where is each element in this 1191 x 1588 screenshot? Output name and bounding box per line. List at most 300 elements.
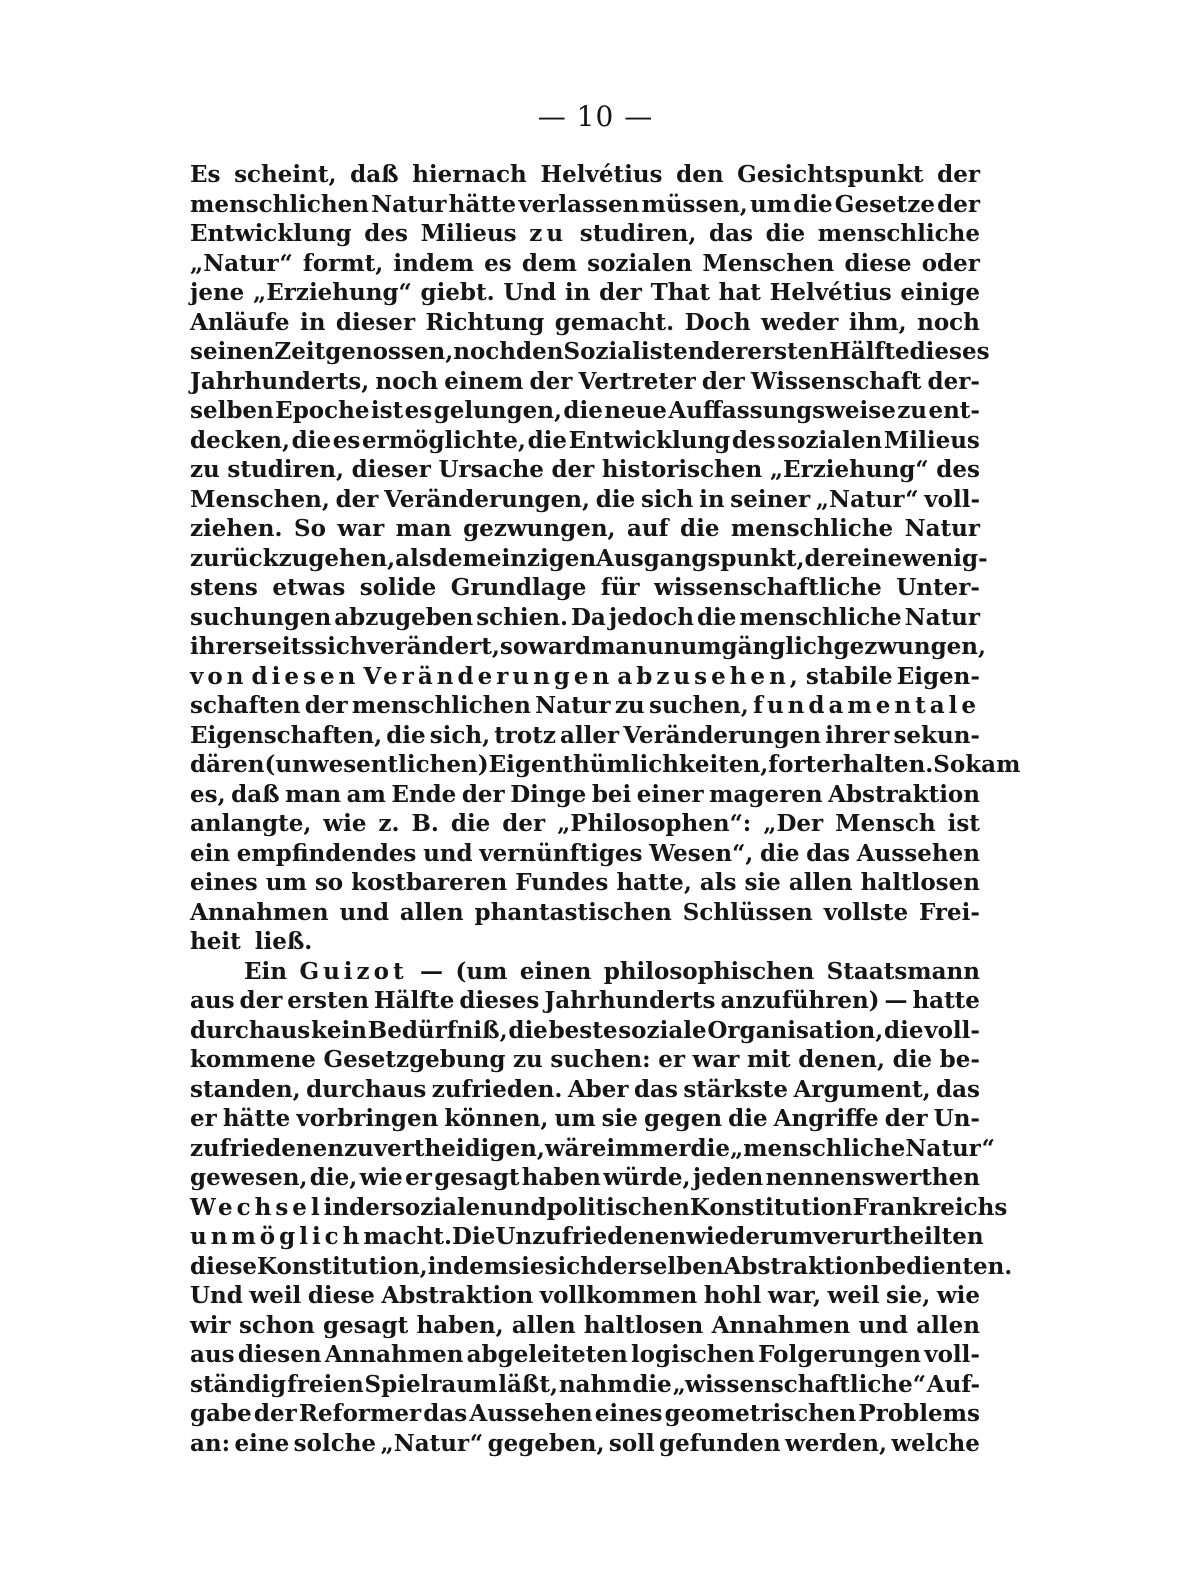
word: eine [847,544,903,572]
word: decken, [190,426,291,454]
word: des [731,426,776,454]
word: Natur [535,692,611,719]
text-line [190,337,990,367]
text-line [190,1252,1013,1282]
word: nahm [558,1370,632,1398]
word: an: [190,1429,231,1457]
word: indem [393,249,474,277]
word: war, [767,1282,822,1309]
word: die [595,485,636,513]
word: Natur“ [905,1134,995,1162]
word: wäre [544,1134,607,1162]
word: das [423,1400,468,1427]
word: wie [359,1164,403,1191]
word: selben [190,397,274,424]
word: in [564,279,591,306]
word: des [936,456,980,483]
word: dieses [909,338,990,365]
word: allen [399,898,464,926]
word: man [591,633,648,660]
word: Eigenschaften, [190,721,383,749]
word: der [335,485,379,513]
word: menschlichen [190,190,369,218]
word: dären [190,751,265,778]
word: eine [234,1429,290,1457]
word: „Philosophen“: [557,810,752,837]
word: Annahmen [324,1341,464,1368]
word: politischen [546,1193,690,1221]
word: aller [560,721,620,749]
word: jene [190,279,245,306]
word: schaften [190,692,301,719]
word: ermöglichte, [361,426,526,454]
word: allen [916,1311,980,1339]
word: als [699,869,737,896]
word: Unter- [896,574,980,601]
word: dieser [335,308,416,336]
word: man [285,780,342,808]
word: weder [761,308,839,336]
word: solche [293,1429,377,1457]
word: Epoche [275,397,370,424]
word: am [346,780,386,808]
word: Spielraum [364,1370,498,1398]
word: welche [891,1429,980,1457]
word: Eigenthümlichkeiten, [488,751,769,778]
word: voll- [924,1341,980,1368]
word: kostbareren [351,869,508,896]
word: haben, [416,1311,504,1339]
word: das [633,1075,678,1103]
word: zu [614,692,645,719]
word: sich [544,1252,597,1280]
word: menschliche [817,220,980,247]
word: suchen: [550,1046,651,1073]
word: Dinge [510,780,587,808]
word: sich [640,485,694,513]
word: That [650,279,710,306]
text-line [190,632,987,662]
word: die [765,220,806,247]
word: Staatsmann [826,957,980,985]
word: Schlüssen [682,898,813,926]
text-line [190,662,980,692]
word: der [239,987,283,1014]
word: „Der [763,810,824,837]
text-line [190,603,980,633]
word: er [405,1164,432,1191]
text-line [190,1045,980,1075]
word: Anläufe [190,308,290,336]
text-line [190,1370,980,1400]
word: formt, [302,249,384,277]
word: unmöglich [190,1223,364,1250]
word: Frankreichs [852,1193,1008,1221]
word: geometrischen [664,1400,857,1427]
word: als [395,544,432,572]
word: sekun- [893,721,980,749]
word: Jahrhunderts [544,987,716,1014]
word: stens [190,574,258,601]
word: soziale [618,1016,707,1044]
word: philosophischen [603,957,815,985]
word: hätte [222,1105,291,1132]
word: einen [519,957,592,985]
word: unumgänglich [647,633,834,660]
word: Veränderungen [363,662,614,690]
word: freien [286,1370,364,1398]
word: sie [508,1252,545,1280]
word: Problems [858,1400,980,1427]
word: der [804,544,848,572]
text-line [190,278,980,308]
word: werden, [784,1429,887,1457]
word: die [632,1370,672,1398]
word: wissenschaftliche [654,574,882,601]
word: indem [427,1252,509,1280]
word: heit [190,928,241,955]
word: zufriedenen [190,1134,344,1162]
word: Guizot [299,957,408,985]
word: neue [604,397,667,424]
word: das [709,220,753,247]
word: ließ. [254,928,313,955]
word: Organisation, [707,1016,884,1044]
word: Bedürfniß, [367,1016,508,1044]
word: Aber [567,1075,629,1103]
text-line [190,544,988,574]
word: Argument, [793,1075,931,1103]
text-line [190,750,1021,780]
word: menschliche [739,603,902,631]
word: in [699,485,725,513]
word: Es [190,161,221,188]
word: Hälfte [373,987,455,1014]
word: zu [512,1046,543,1073]
word: noch [917,308,980,336]
word: Eigen- [896,662,980,690]
word: zu [529,220,568,247]
word: „wissenschaftliche“ [672,1370,926,1398]
word: phantastischen [474,898,672,926]
word: — [420,957,444,985]
word: die [527,426,568,454]
word: es [484,249,512,277]
word: ist [947,810,980,837]
text-line [190,485,980,515]
word: Gesetze [834,190,935,218]
word: stabile [805,662,893,690]
word: der- [927,367,980,395]
word: kam [965,751,1021,778]
text-line [190,1281,980,1311]
word: durchaus [306,1075,427,1103]
word: studiren, [579,220,697,247]
word: ihrer [825,721,890,749]
text-line [190,249,980,279]
word: allen [511,1311,576,1339]
word: die [793,190,833,218]
word: sie [601,1105,638,1132]
text-line [190,839,980,869]
word: sie, [885,1282,931,1309]
word: dieses [459,987,540,1014]
word: jedoch [608,603,694,631]
word: mageren [709,780,823,808]
word: die [884,1016,924,1044]
word: gefunden [659,1429,781,1457]
word: müssen, [641,190,748,218]
word: Gesetzgebung [323,1046,506,1073]
word: es [332,426,361,454]
word: gesagt [322,1311,409,1339]
word: der [884,1105,928,1132]
word: suchen, [648,692,749,719]
word: ent- [928,397,980,424]
word: So [293,515,326,542]
word: der [551,456,595,483]
word: die, [309,1164,358,1191]
text-line [190,780,980,810]
text-line [190,691,980,721]
word: ständig [190,1370,287,1398]
word: die [892,1046,933,1073]
word: seinen [190,338,275,365]
word: Folgerungen [758,1341,921,1368]
word: beste [548,1016,618,1044]
word: weil [827,1282,880,1309]
word: Entwicklung [190,220,352,247]
word: dem [521,249,577,277]
word: Veränderungen [623,721,822,749]
word: ward [528,633,592,660]
word: für [600,574,640,601]
word: so [314,869,344,896]
text-line [190,573,980,603]
word: das [806,839,851,867]
word: Sozialisten [563,338,705,365]
word: bedienten. [875,1252,1013,1280]
word: Menschen, [190,485,330,513]
word: voll- [924,485,980,513]
word: Natur [371,190,447,218]
word: wie [936,1282,980,1309]
text-line [190,1429,980,1459]
word: in [323,1193,350,1221]
word: der [349,1193,392,1221]
word: kein [310,1016,368,1044]
word: haltlosen [860,869,980,896]
word: gegen [643,1105,723,1132]
text-line [190,957,980,987]
word: Abstraktion [723,1252,876,1280]
word: um [749,190,792,218]
word: diesen [237,1341,322,1368]
text-line [190,1399,980,1429]
body-text [190,160,1021,1458]
word: gezwungen, [833,633,987,660]
word: (um [455,957,508,985]
word: Jahrhunderts, [190,367,370,395]
word: kommene [190,1046,316,1073]
word: der [701,367,745,395]
word: die [728,1105,768,1132]
word: forterhalten. [768,751,934,778]
word: logischen [630,1341,755,1368]
word: ziehen. [190,515,283,542]
word: Wesen“, [649,839,754,867]
word: anzuführen) [720,987,880,1014]
word: be- [939,1046,980,1073]
word: vollkommen [539,1282,698,1309]
word: vernünftiges [479,839,643,867]
text-line [190,426,980,456]
word: sozialen [391,1193,498,1221]
word: macht. [363,1223,453,1250]
word: von [190,662,248,690]
text-line [190,1134,995,1164]
word: die [450,810,491,837]
word: denen, [798,1046,886,1073]
word: Reformer [298,1400,422,1427]
word: gemacht. [554,308,675,336]
word: Natur [904,603,980,631]
word: Ausgangspunkt, [596,544,805,572]
word: war [692,1046,740,1073]
word: Gesichtspunkt [737,161,924,188]
word: hohl [703,1282,762,1309]
word: noch [375,367,439,395]
word: wir [190,1311,231,1339]
word: Mensch [835,810,936,837]
word: zu [343,1134,374,1162]
word: noch [453,338,517,365]
word: und [423,839,473,867]
word: Aussehen [469,1400,593,1427]
word: — [884,987,908,1014]
word: daß [231,780,280,808]
word: „Erziehung“ [769,456,929,483]
word: aus [190,987,235,1014]
word: die [760,839,800,867]
word: Annahmen [711,1311,851,1339]
word: verändert, [366,633,500,660]
word: er [190,1105,217,1132]
word: sozialen [777,426,883,454]
word: Vertreter [578,367,696,395]
text-line [190,927,980,957]
word: Helvétius [769,279,892,306]
word: Milieus [420,220,517,247]
word: menschlichen [351,692,531,719]
word: Konstitution [689,1193,853,1221]
word: aus [190,1341,235,1368]
word: die [690,1134,730,1162]
word: mit [746,1046,791,1073]
word: einzigen [486,544,597,572]
word: er [658,1046,685,1073]
text-line [190,190,980,220]
word: Entwicklung [568,426,731,454]
word: abzugeben [334,603,474,631]
word: läßt, [498,1370,558,1398]
word: ihm, [848,308,907,336]
word: Ende [391,780,457,808]
word: Fundes [515,869,609,896]
word: die [696,603,737,631]
word: diese [307,1282,375,1309]
word: jeden [692,1164,764,1191]
word: der [599,279,642,306]
word: Veränderungen, [384,485,591,513]
word: sozialen [587,249,693,277]
word: sie [744,869,781,896]
word: derselben [596,1252,724,1280]
word: man [395,515,452,542]
word: Wechsel [190,1193,324,1221]
word: Konstitution, [257,1252,428,1280]
word: (unwesentlichen) [264,751,489,778]
word: abgeleiteten [466,1341,628,1368]
word: fundamentale [753,692,980,719]
text-line [190,455,980,485]
word: haltlosen [583,1311,704,1339]
word: diese [844,249,912,277]
word: der [304,692,348,719]
text-line [190,1193,1008,1223]
word: hiernach [412,161,527,188]
word: hat [718,279,761,306]
word: gesagt [434,1164,520,1191]
word: der [937,190,980,218]
word: hatte, [616,869,692,896]
text-line [190,809,980,839]
word: in [299,308,326,336]
word: und [497,1193,547,1221]
word: Die [452,1223,496,1250]
word: Frei- [918,898,980,926]
word: und [858,1311,908,1339]
word: zu [190,456,220,483]
word: Angriffe [773,1105,879,1132]
word: Doch [684,308,751,336]
word: ihrerseits [190,633,315,660]
text-line [190,986,980,1016]
word: Abstraktion [381,1282,534,1309]
word: der [529,367,573,395]
word: gelungen, [433,397,562,424]
word: „Natur“ [815,485,919,513]
word: etwas [272,574,346,601]
text-line [190,1075,980,1105]
word: B. [411,810,439,837]
word: der [704,338,748,365]
word: eines [594,1400,663,1427]
word: gegeben, [487,1429,605,1457]
word: die [680,515,720,542]
text-line [190,721,980,751]
word: dieser [351,456,431,483]
word: die [291,426,332,454]
word: des [364,220,408,247]
word: z. [378,810,400,837]
text-line [190,1311,980,1341]
word: Menschen [702,249,835,277]
word: verlassen [518,190,640,218]
word: Aussehen [856,839,980,867]
text-line [190,160,980,190]
word: allen [788,869,853,896]
